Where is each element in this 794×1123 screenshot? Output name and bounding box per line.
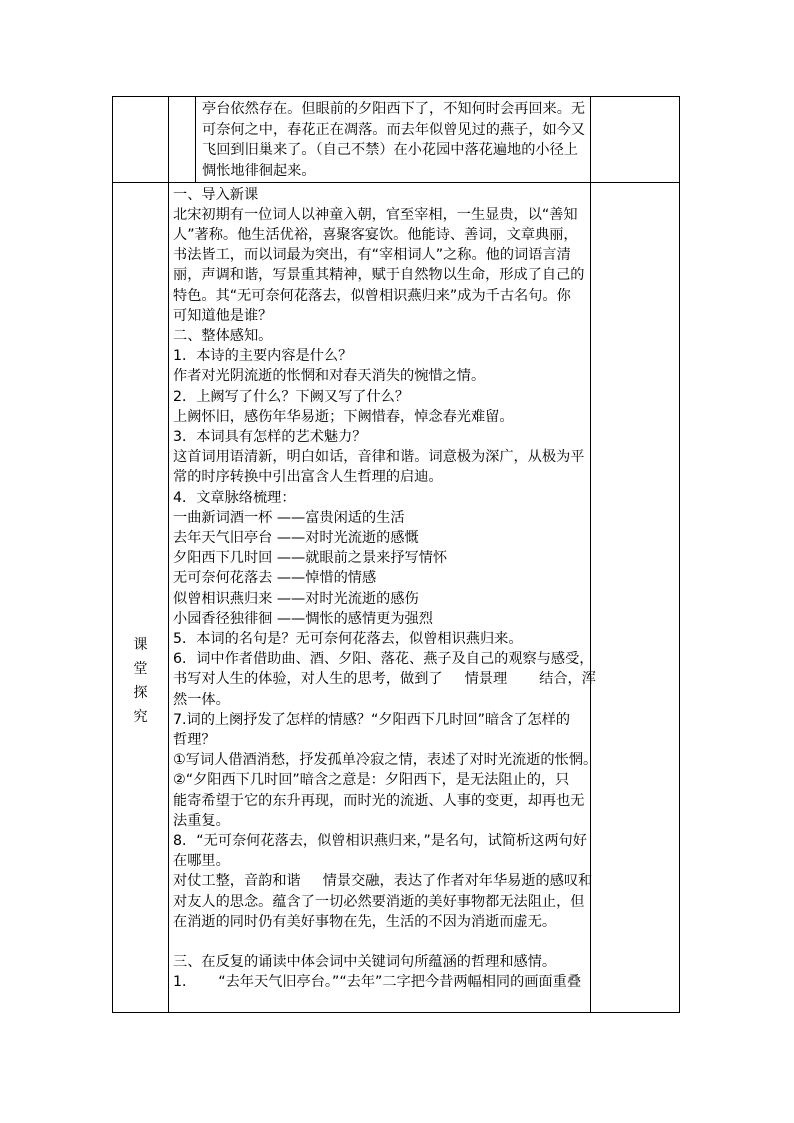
answer-line: ②“夕阳西下几时回”暗含之意是：夕阳西下，是无法阻止的，只 <box>173 772 570 789</box>
section-label-char: 堂 <box>133 661 148 677</box>
text-line <box>173 669 596 689</box>
answer-line: 作者对光阴流逝的怅惘和对春天消失的惋惜之情。 <box>173 368 486 385</box>
answer-line <box>173 871 593 891</box>
table-col-divider <box>168 97 169 1012</box>
question-line: 在哪里。 <box>173 853 230 870</box>
answer-line: 对友人的思念。蕴含了一切必然要消逝的美好事物都无法阻止，但 <box>173 893 585 910</box>
outline-line: 去年天气旧亭台 ——对时光流逝的感慨 <box>173 529 419 546</box>
question-line: 3．本词具有怎样的艺术魅力？ <box>173 428 367 445</box>
text-line <box>173 972 589 992</box>
section-label-cell <box>113 182 168 1014</box>
question-line: 1．本诗的主要内容是什么？ <box>173 348 353 365</box>
text-fragment: 结合，浑 <box>539 671 596 688</box>
blank-line <box>173 932 589 952</box>
text-line: 惆怅地徘徊起来。 <box>202 162 316 179</box>
text-fragment: 情景交融，表达了作者对年华易逝的感叹和 <box>322 873 593 890</box>
text-fragment: 对仗工整，音韵和谐 <box>173 873 301 890</box>
section-label-char: 究 <box>133 709 148 725</box>
text-line: 飞回到旧巢来了。（自己不禁）在小花园中落花遍地的小径上 <box>202 142 578 158</box>
section-heading: 一、导入新课 <box>173 186 259 203</box>
table-row-divider <box>113 182 679 183</box>
text-line: 可知道他是谁？ <box>173 307 273 324</box>
text-fragment: 书写对人生的体验，对人生的思考，做到了 <box>173 671 443 688</box>
question-line: 6．词中作者借助曲、酒、夕阳、落花、燕子及自己的观察与感受， <box>173 651 594 668</box>
question-line: 2．上阙写了什么？下阙又写了什么？ <box>173 388 410 405</box>
answer-line: 在消逝的同时仍有美好事物在先，生活的不因为消逝而虚无。 <box>173 913 557 930</box>
lesson-table <box>112 96 680 1013</box>
text-line: 书法皆工，而以词最为突出，有“宰相词人”之称。他的词语言清 <box>173 247 571 264</box>
text-fragment: 情景理 <box>464 671 508 688</box>
answer-line: 上阙怀旧，感伤年华易逝；下阙惜春，悼念春光难留。 <box>173 408 514 425</box>
outline-line: 夕阳西下几时回 ——就眼前之景来抒写情怀 <box>173 550 448 567</box>
outline-line: 一曲新词酒一杯 ——富贵闲适的生活 <box>173 509 405 526</box>
answer-line: 法重复。 <box>173 812 230 829</box>
section-heading: 二、整体感知。 <box>173 327 273 344</box>
section-heading: 三、在反复的诵读中体会词中关键词句所蕴涵的哲理和感情。 <box>173 954 557 971</box>
translation-cell <box>202 99 588 181</box>
question-line: 8．“无可奈何花落去，似曾相识燕归来，”是名句，试简析这两句好 <box>173 833 587 849</box>
text-fragment: “去年天气旧亭台。”“去年”二字把今昔两幅相同的画面重叠 <box>218 974 582 991</box>
text-line: 北宋初期有一位词人以神童入朝，官至宰相，一生显贵，以“善知 <box>173 206 578 223</box>
answer-line: ①写词人借酒消愁，抒发孤单冷寂之情，表述了对时光流逝的怅惘。 <box>173 752 598 769</box>
table-subcol-divider <box>195 97 196 182</box>
text-fragment: 1． <box>173 974 197 991</box>
outline-line: 小园香径独徘徊 ——惆怅的感情更为强烈 <box>173 610 433 627</box>
answer-line: 能寄希望于它的东升再现，而时光的流逝、人事的变更，却再也无 <box>173 792 585 809</box>
lesson-content-cell <box>173 185 598 993</box>
question-line: 5．本词的名句是？无可奈何花落去，似曾相识燕归来。 <box>173 630 523 647</box>
section-label-char: 探 <box>133 685 148 701</box>
question-line: 4．文章脉络梳理： <box>173 489 296 506</box>
text-line: 特色。其“无可奈何花落去，似曾相识燕归来”成为千古名句。你 <box>173 287 571 304</box>
question-line: 哲理？ <box>173 731 216 748</box>
question-line: 7.词的上阕抒发了怎样的情感？“夕阳西下几时回”暗含了怎样的 <box>173 711 571 728</box>
section-label-char: 课 <box>133 637 148 653</box>
text-line: 丽，声调和谐，写景重其精神，赋于自然物以生命，形成了自己的 <box>173 267 585 284</box>
outline-line: 似曾相识燕归来 ——对时光流逝的感伤 <box>173 590 419 607</box>
outline-line: 无可奈何花落去 ——悼惜的情感 <box>173 570 377 587</box>
text-line: 亭台依然存在。但眼前的夕阳西下了，不知何时会再回来。无 <box>202 101 586 117</box>
text-line: 可奈何之中，春花正在凋落。而去年似曾见过的燕子，如今又 <box>202 121 586 138</box>
text-line: 人”著称。他生活优裕，喜聚客宴饮。他能诗、善词，文章典丽， <box>173 226 578 243</box>
text-line: 然一体。 <box>173 691 230 708</box>
answer-line: 这首词用语清新，明白如话，音律和谐。词意极为深广，从极为平 <box>173 449 585 466</box>
answer-line: 常的时序转换中引出富含人生哲理的启迪。 <box>173 469 443 486</box>
